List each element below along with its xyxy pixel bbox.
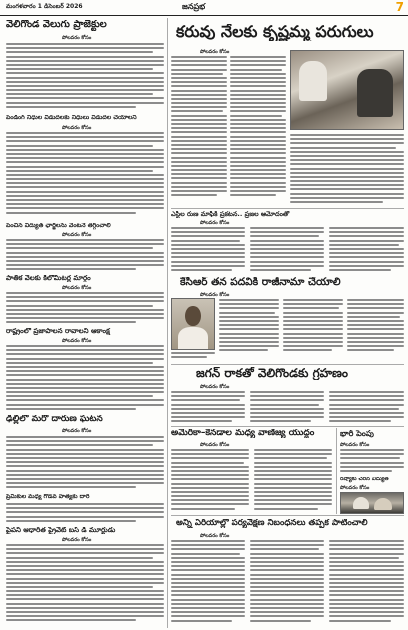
rule-c — [171, 426, 404, 427]
left-headline-3: పెంచిన విద్యుత్ ఛార్జీలను వెంటనే తగ్గించాలి — [6, 223, 111, 229]
main-article-c-col2 — [283, 299, 343, 359]
left-headline-6: ఢిల్లీలో మరో దారుణ ఘటన — [6, 415, 103, 424]
main-article-c-col3 — [347, 299, 404, 359]
right-article-1-text — [340, 449, 404, 475]
main-article-f-col1 — [171, 540, 245, 626]
column-divider-right — [336, 428, 337, 514]
main-article-e-col2 — [254, 449, 332, 513]
main-article-f-col2 — [250, 540, 324, 626]
right-byline-1: పోలవరం కోసం — [340, 442, 370, 448]
main-headline-c: జగన్ రాకతో వెలిగొండకు గ్రహణం — [196, 367, 348, 380]
main-article-d-col3 — [329, 391, 404, 425]
left-byline-3: పోలవరం కోసం — [62, 232, 92, 238]
right-byline-2: పోలవరం కోసం — [340, 485, 370, 491]
left-headline-8: పైపని ఆధారిత ప్రైవేట్ బస్ డి మూర్ఖుడు — [6, 527, 116, 534]
left-article-2-text — [6, 132, 164, 222]
main-byline-e: పోలవరం కోసం — [200, 442, 230, 448]
left-article-7-text — [6, 503, 164, 525]
left-article-5-text — [6, 345, 164, 413]
main-subheadline-a: ఎస్టీల రుణ మాఫీకి ప్రకటన.. ప్రజల ఆమోదంతో — [171, 211, 290, 218]
left-headline-5: రాష్ట్రంలో ప్రజాపాలన రావాలని ఆకాంక్ష — [6, 328, 110, 335]
main-article-a-col2 — [230, 56, 286, 206]
left-headline-7: ప్రేమికుల మధ్య గొడవ హత్యకు దారి — [6, 494, 90, 500]
main-byline-d: పోలవరం కోసం — [200, 384, 230, 390]
main-article-b-col1 — [171, 227, 245, 275]
main-byline-b: పోలవరం కోసం — [200, 220, 230, 226]
main-banner-headline: కరువు నేలకు కృష్ణమ్మ పరుగులు — [176, 24, 374, 41]
left-byline-6: పోలవరం కోసం — [62, 428, 92, 434]
main-headline-b: కేసీఆర్ తన పదవికి రాజీనామా చేయాలి — [180, 277, 341, 288]
left-headline-1: వెలిగొండ వెలుగు ప్రాజెక్టుల — [6, 20, 107, 30]
left-article-1-text — [6, 43, 164, 113]
column-divider-left — [167, 18, 168, 628]
main-article-d-col1 — [171, 391, 245, 425]
right-headline-2: రష్యాకు చేరిన విద్యుత్ — [340, 477, 389, 482]
rule-a — [171, 208, 404, 209]
right-headline-1: భారీ పెంపు — [340, 430, 374, 438]
left-article-3-text — [6, 239, 164, 273]
main-article-f-col3 — [329, 540, 404, 626]
right-photo-meeting — [340, 492, 404, 514]
left-byline-4: పోలవరం కోసం — [62, 285, 92, 291]
page-header — [0, 0, 408, 16]
main-article-b-col3 — [329, 227, 404, 275]
main-article-b-col2 — [250, 227, 324, 275]
main-photo-meeting — [290, 50, 404, 130]
main-headline-d: అమెరికా–కెనడాల మధ్య వాణిజ్య యుద్ధం — [171, 429, 315, 438]
main-byline-c: పోలవరం కోసం — [200, 292, 230, 298]
page-number: 7 — [395, 0, 404, 14]
main-article-a-col3 — [290, 134, 404, 206]
left-article-4-text — [6, 292, 164, 326]
left-headline-4: పాతిక వేలకు కిలోమీటర్ల మార్గం — [6, 275, 91, 282]
left-headline-2: పెండింగ్ నిధుల విడుదలకు నిధులు విడుదల చేయాలని — [6, 115, 137, 121]
issue-date: మంగళవారం 1 డిసెంబర్ 2026 — [6, 3, 83, 10]
main-article-c-col1b — [171, 352, 215, 362]
main-article-e-col1 — [171, 449, 249, 513]
masthead: జనప్రభ — [182, 1, 206, 11]
main-byline-f: పోలవరం కోసం — [200, 533, 230, 539]
main-article-d-col2 — [250, 391, 324, 425]
left-byline-1: పోలవరం కోసం — [62, 35, 92, 41]
main-article-c-col1 — [219, 299, 279, 359]
rule-b — [171, 364, 404, 365]
left-article-6-text — [6, 436, 164, 492]
rule-d — [171, 515, 404, 516]
left-byline-8: పోలవరం కోసం — [62, 537, 92, 543]
left-byline-5: పోలవరం కోసం — [62, 338, 92, 344]
main-headline-e: అన్ని ఏరియాల్లో పర్యవేక్షణ నిబంధనలు తప్పక పాటించాలి — [176, 519, 368, 528]
main-article-a-col1 — [171, 56, 227, 206]
left-article-8-text — [6, 544, 164, 626]
main-photo-politician — [171, 298, 215, 350]
main-byline-a: పోలవరం కోసం — [200, 49, 230, 55]
left-byline-2: పోలవరం కోసం — [62, 125, 92, 131]
